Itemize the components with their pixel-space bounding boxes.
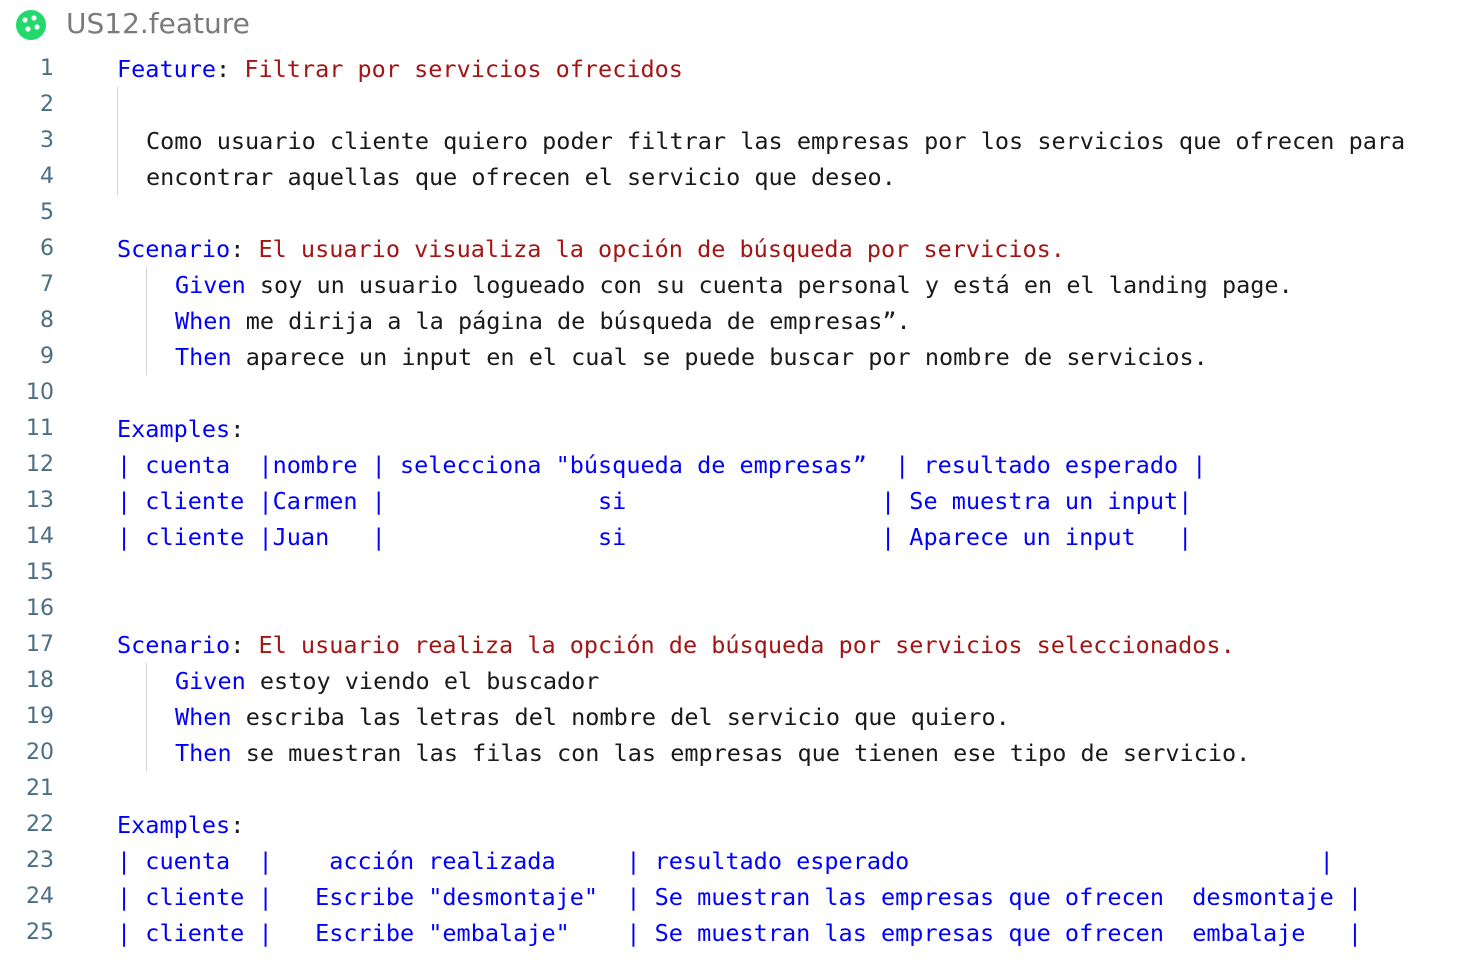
line-number: 12	[26, 452, 54, 477]
keyword-colon: :	[230, 811, 245, 839]
code-line[interactable]	[0, 699, 1458, 735]
code-text	[117, 843, 1334, 879]
code-text	[117, 519, 1192, 555]
indent-guide	[146, 303, 147, 339]
code-line[interactable]	[0, 231, 1458, 267]
code-text	[117, 807, 244, 843]
code-line[interactable]	[0, 195, 1458, 231]
code-line[interactable]	[0, 879, 1458, 915]
code-text	[117, 51, 683, 87]
line-number: 16	[26, 596, 54, 621]
code-line[interactable]	[0, 411, 1458, 447]
code-line[interactable]	[0, 843, 1458, 879]
code-text	[117, 627, 1235, 663]
code-text	[146, 159, 896, 195]
line-number: 21	[26, 776, 54, 801]
line-number: 6	[40, 236, 54, 261]
code-line[interactable]	[0, 159, 1458, 195]
examples-table-row: | cliente |Juan | si | Aparece un input |	[117, 523, 1193, 551]
examples-table-row: | cliente | Escribe "desmontaje" | Se muestran las empresas que ofrecen desmontaje |	[117, 883, 1363, 911]
line-number: 15	[26, 560, 54, 585]
gherkin-keyword: Examples	[117, 415, 231, 443]
line-number: 7	[40, 272, 54, 297]
step-text: Como usuario cliente quiero poder filtrar las empresas por los servicios que ofrecen para	[146, 127, 1406, 155]
examples-table-row: | cliente |Carmen | si | Se muestra un input|	[117, 487, 1193, 515]
code-line[interactable]	[0, 447, 1458, 483]
indent-guide	[117, 123, 118, 159]
line-number: 19	[26, 704, 54, 729]
keyword-colon: :	[230, 235, 245, 263]
code-line[interactable]	[0, 771, 1458, 807]
code-line[interactable]	[0, 519, 1458, 555]
code-line[interactable]	[0, 627, 1458, 663]
indent-guide	[117, 87, 118, 123]
step-text: me dirija a la página de búsqueda de empresas”.	[231, 307, 911, 335]
gherkin-keyword: Given	[175, 667, 246, 695]
code-text	[117, 879, 1362, 915]
code-line[interactable]	[0, 375, 1458, 411]
step-text: encontrar aquellas que ofrecen el servicio que deseo.	[146, 163, 896, 191]
line-number: 13	[26, 488, 54, 513]
scenario-title: El usuario visualiza la opción de búsqueda por servicios.	[244, 235, 1065, 263]
step-text: aparece un input en el cual se puede buscar por nombre de servicios.	[231, 343, 1208, 371]
code-line[interactable]	[0, 483, 1458, 519]
line-number: 18	[26, 668, 54, 693]
step-text: soy un usuario logueado con su cuenta personal y está en el landing page.	[245, 271, 1293, 299]
examples-table-row: | cuenta |nombre | selecciona "búsqueda de empresas” | resultado esperado |	[117, 451, 1207, 479]
gherkin-keyword: Scenario	[117, 235, 231, 263]
line-number: 3	[40, 128, 54, 153]
line-number: 11	[26, 416, 54, 441]
code-line[interactable]	[0, 591, 1458, 627]
line-number: 8	[40, 308, 54, 333]
gherkin-keyword: Then	[175, 739, 232, 767]
line-number: 14	[26, 524, 54, 549]
keyword-colon: :	[230, 415, 245, 443]
gherkin-keyword: Given	[175, 271, 246, 299]
gherkin-keyword: When	[175, 703, 232, 731]
code-line[interactable]	[0, 87, 1458, 123]
line-number: 24	[26, 884, 54, 909]
step-text: se muestran las filas con las empresas que tienen ese tipo de servicio.	[231, 739, 1251, 767]
editor-tab[interactable]	[0, 0, 1458, 48]
line-number: 17	[26, 632, 54, 657]
line-number: 5	[40, 200, 54, 225]
keyword-colon: :	[230, 631, 245, 659]
code-text	[117, 915, 1362, 951]
code-line[interactable]	[0, 915, 1458, 951]
step-text: escriba las letras del nombre del servicio que quiero.	[231, 703, 1010, 731]
code-text	[117, 447, 1206, 483]
line-number: 22	[26, 812, 54, 837]
code-line[interactable]	[0, 555, 1458, 591]
code-text	[175, 699, 1010, 735]
line-number: 9	[40, 344, 54, 369]
code-line[interactable]	[0, 807, 1458, 843]
scenario-title: El usuario realiza la opción de búsqueda por servicios seleccionados.	[244, 631, 1235, 659]
code-line[interactable]	[0, 303, 1458, 339]
code-line[interactable]	[0, 663, 1458, 699]
examples-table-row: | cliente | Escribe "embalaje" | Se muestran las empresas que ofrecen embalaje |	[117, 919, 1363, 947]
gherkin-keyword: Then	[175, 343, 232, 371]
indent-guide	[146, 339, 147, 375]
code-editor[interactable]	[0, 51, 1458, 960]
code-text	[117, 231, 1065, 267]
code-line[interactable]	[0, 339, 1458, 375]
code-text	[117, 411, 244, 447]
code-line[interactable]	[0, 123, 1458, 159]
indent-guide	[146, 699, 147, 735]
scenario-title: Filtrar por servicios ofrecidos	[230, 55, 683, 83]
indent-guide	[146, 663, 147, 699]
line-number: 20	[26, 740, 54, 765]
indent-guide	[146, 735, 147, 771]
code-text	[175, 267, 1293, 303]
gherkin-keyword: Scenario	[117, 631, 231, 659]
code-line[interactable]	[0, 267, 1458, 303]
line-number: 4	[40, 164, 54, 189]
line-number: 10	[26, 380, 54, 405]
line-number: 25	[26, 920, 54, 945]
code-text	[175, 663, 599, 699]
tab-title: US12.feature	[66, 7, 250, 40]
code-line[interactable]	[0, 735, 1458, 771]
code-text	[175, 735, 1250, 771]
line-number: 1	[40, 56, 54, 81]
examples-table-row: | cuenta | acción realizada | resultado esperado |	[117, 847, 1334, 875]
indent-guide	[146, 267, 147, 303]
gherkin-keyword: Examples	[117, 811, 231, 839]
step-text: estoy viendo el buscador	[245, 667, 600, 695]
code-line[interactable]	[0, 51, 1458, 87]
line-number: 23	[26, 848, 54, 873]
code-text	[175, 339, 1208, 375]
keyword-colon: :	[216, 55, 231, 83]
indent-guide	[117, 159, 118, 195]
cucumber-icon	[14, 8, 48, 42]
gherkin-keyword: When	[175, 307, 232, 335]
code-text	[175, 303, 911, 339]
code-text	[117, 483, 1192, 519]
line-number: 2	[40, 92, 54, 117]
gherkin-keyword: Feature	[117, 55, 217, 83]
code-text	[146, 123, 1405, 159]
